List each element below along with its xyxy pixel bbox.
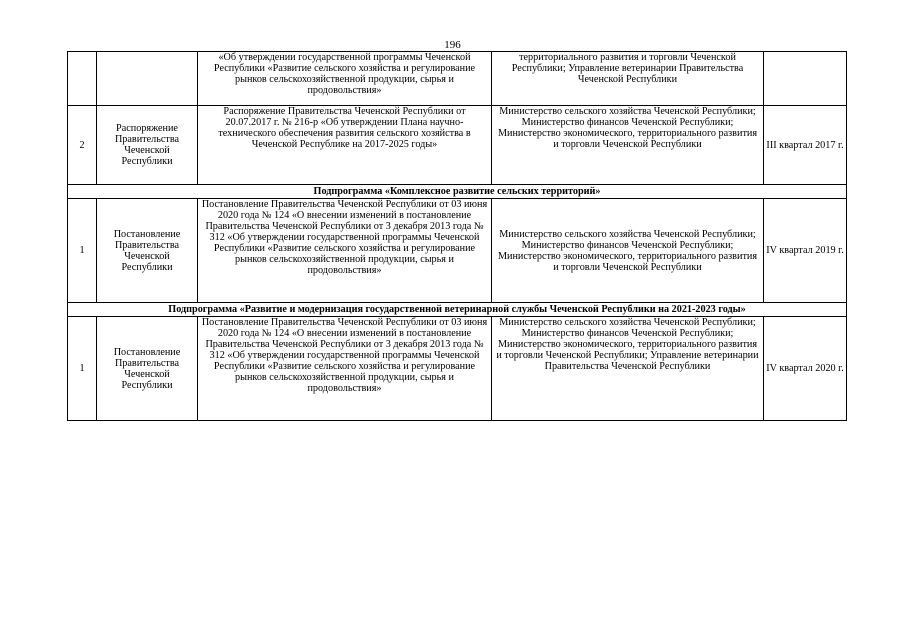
act-title: Распоряжение Правительства Чеченской Республики от 20.07.2017 г. № 216-р «Об утверждении Плана научно-технического обеспечения развития сельского хозяйства в Чеченской Республике на 2017-2025 годы»: [198, 106, 492, 185]
subprogram-title: Подпрограмма «Комплексное развитие сельских территорий»: [68, 185, 847, 199]
deadline: IV квартал 2020 г.: [764, 317, 847, 421]
responsible-executors: территориального развития и торговли Чеченской Республики; Управление ветеринарии Правительства Чеченской Республики: [492, 52, 764, 106]
deadline: III квартал 2017 г.: [764, 106, 847, 185]
section-header-row: [68, 303, 847, 317]
table-row: [68, 52, 847, 106]
responsible-executors: Министерство сельского хозяйства Чеченской Республики; Министерство финансов Чеченской Республики; Министерство экономического, территориального развития и торговли Чеченской Республики: [492, 106, 764, 185]
act-title: Постановление Правительства Чеченской Республики от 03 июня 2020 года № 124 «О внесении изменений в постановление Правительства Чеченской Республики от 3 декабря 2013 года № 312 «Об утверждении государственной программы Чеченской Республики «Развитие сельского хозяйства и регулирование рынков сельскохозяйственной продукции, сырья и продовольствия»: [198, 317, 492, 421]
deadline: IV квартал 2019 г.: [764, 199, 847, 303]
subprogram-title: Подпрограмма «Развитие и модернизация государственной ветеринарной службы Чеченской Республики на 2021-2023 годы»: [68, 303, 847, 317]
act-type: Распоряжение Правительства Чеченской Республики: [97, 106, 198, 185]
act-title: Постановление Правительства Чеченской Республики от 03 июня 2020 года № 124 «О внесении изменений в постановление Правительства Чеченской Республики от 3 декабря 2013 года № 312 «Об утверждении государственной программы Чеченской Республики «Развитие сельского хозяйства и регулирование рынков сельскохозяйственной продукции, сырья и продовольствия»: [198, 199, 492, 303]
row-number: 2: [68, 106, 97, 185]
act-type: [97, 52, 198, 106]
table-row: [68, 199, 847, 303]
table-row: [68, 317, 847, 421]
row-number: [68, 52, 97, 106]
table-row: [68, 106, 847, 185]
regulatory-acts-table: [67, 51, 847, 421]
row-number: 1: [68, 317, 97, 421]
section-header-row: [68, 185, 847, 199]
page-number: 196: [444, 39, 461, 51]
act-type: Постановление Правительства Чеченской Республики: [97, 199, 198, 303]
deadline: [764, 52, 847, 106]
responsible-executors: Министерство сельского хозяйства Чеченской Республики; Министерство финансов Чеченской Республики; Министерство экономического, территориального развития и торговли Чеченской Республики: [492, 199, 764, 303]
row-number: 1: [68, 199, 97, 303]
responsible-executors: Министерство сельского хозяйства Чеченской Республики; Министерство финансов Чеченской Республики; Министерство экономического, территориального развития и торговли Чеченской Республики; Управление ветеринарии Правительства Чеченской Республики: [492, 317, 764, 421]
act-title: «Об утверждении государственной программы Чеченской Республики «Развитие сельского хозяйства и регулирование рынков сельскохозяйственной продукции, сырья и продовольствия»: [198, 52, 492, 106]
act-type: Постановление Правительства Чеченской Республики: [97, 317, 198, 421]
